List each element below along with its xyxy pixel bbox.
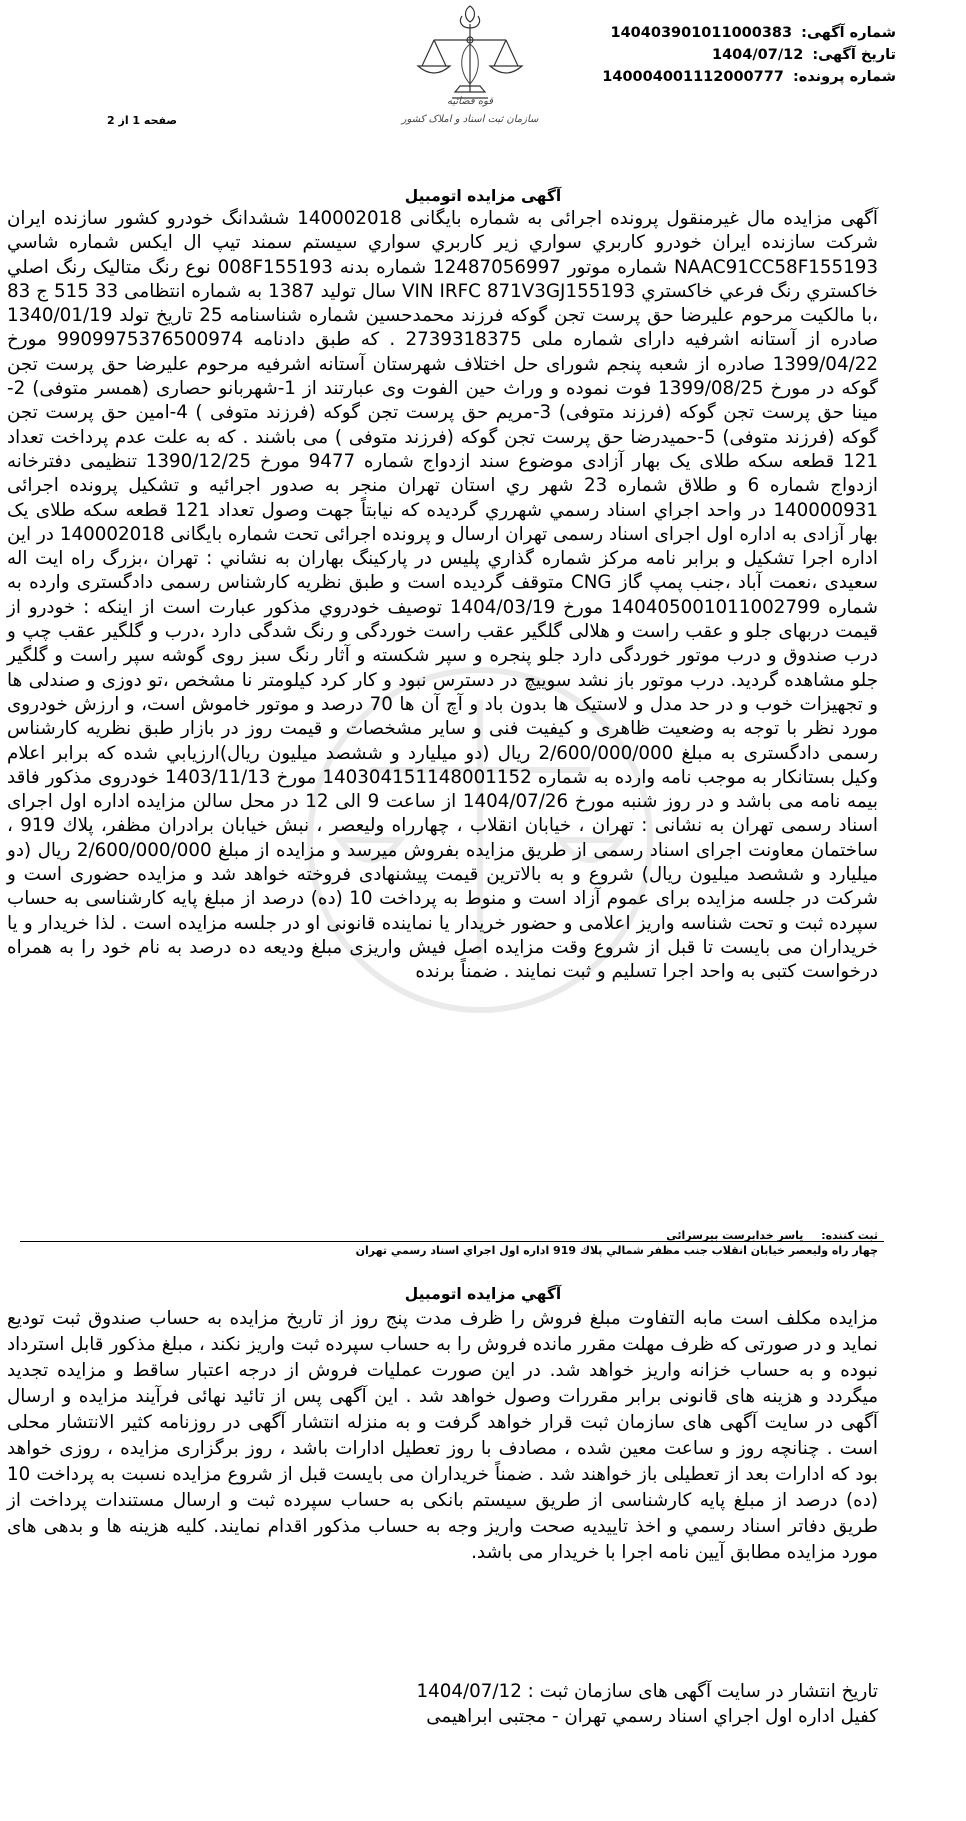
file-number: 140004001112000777: [602, 69, 784, 85]
registrar-label: ثبت كننده:: [821, 1229, 878, 1242]
ad-number: 140403901011000383: [610, 25, 793, 41]
divider-line: [20, 1241, 884, 1242]
registrar-name: ياسر خدابرست بيرسرائي: [666, 1229, 804, 1242]
section1-title: آگهی مزایده اتومبیل: [404, 187, 562, 205]
ad-number-label: شماره آگهی:: [801, 25, 896, 41]
scales-of-justice-icon: [400, 0, 540, 160]
file-number-label: شماره پرونده:: [792, 69, 896, 85]
emblem-caption-bottom: سازمان ثبت اسناد و املاک کشور: [401, 114, 539, 125]
ad-number-row: [596, 22, 896, 44]
emblem-caption-top: قوه قضائیه: [446, 96, 494, 107]
page-indicator: صفحه 1 از 2: [107, 114, 178, 127]
ad-date-row: [596, 44, 896, 66]
publication-date: 1404/07/12: [416, 1681, 522, 1702]
judiciary-emblem: [400, 0, 540, 160]
ad-date: 1404/07/12: [712, 47, 804, 63]
section2-body: مزایده مکلف است مابه التفاوت مبلغ فروش را ظرف مدت پنج روز از تاریخ مزایده به حساب صندوق ثبت تودیع نماید و در صورتی که ظرف مهلت مقرر مانده فروش را به حساب سپرده ثبت واریز نکند ، مبلغ مذکور قابل استرداد نبوده و به حساب خزانه واریز خواهد شد. در این صورت عملیات فروش از درجه اعتبار ساقط و مزایده تجدید میگردد و هزینه های قانونی برابر مقررات وصول خواهد شد . این آگهی پس از تائید نهائی فرآیند مزایده و ارسال آگهی در سایت آگهی های سازمان ثبت قرار خواهد گرفت و به منزله انتشار آگهی در روزنامه کثیر الانتشار محلی است . چنانچه روز و ساعت معین شده ، مصادف با روز تعطیل ادارات باشد ، روز برگزاری مزایده ، روزی خواهد بود که ادارات بعد از تعطیلی باز خواهند شد . ضمناً خریداران می بایست قبل از شروع مزایده نسبت به پرداخت 10 (ده) درصد از مبلغ پایه کارشناسی از طریق سیستم بانکی به حساب سپرده ثبت و ارسال مستندات پرداخت از طریق دفاتر اسناد رسمي و اخذ تاييديه صحت واريز وجه به حساب مذكور اقدام نمايند. کلیه هزینه ها و بدهی های مورد مزایده مطابق آیین نامه اجرا با خریدار می باشد.: [7, 1308, 878, 1563]
ad-metadata: [596, 22, 896, 88]
office-address: چهار راه وليعصر خيابان انقلاب جنب مظفر شمالي پلاك 919 اداره اول اجراي اسناد رسمي تهران: [355, 1244, 878, 1257]
ad-date-label: تاریخ آگهی:: [812, 47, 896, 63]
publication-date-label: تاریخ انتشار در سایت آگهی های سازمان ثبت :: [527, 1681, 878, 1702]
section1-body: آگهی مزایده مال غیرمنقول پرونده اجرائی به شماره بایگانی 140002018 ششدانگ خودرو کشور سازنده ايران شرکت سازنده ايران خودرو كاربري سواري زير كاربري سواري سیستم سمند تيپ ال ايكس شماره شاسي NAAC91CC58F155193 شماره موتور 12487056997 شماره بدنه 008F155193 نوع رنگ متاليک رنگ اصلي خاكستري رنگ فرعي خاكستري VIN IRFC 871V3GJ155193 سال تولید 1387 به شماره انتظامی 33 515 ج 83 ،با مالکیت مرحوم علیرضا حق پرست تجن گوکه فرزند محمدحسین شماره شناسنامه 25 تاریخ تولد 1340/01/19 صادره از آستانه اشرفیه دارای شماره ملی 2739318375 . که طبق دادنامه 9909975376500974 مورخ 1399/04/22 صادره از شعبه پنجم شورای حل اختلاف شهرستان آستانه اشرفیه مرحوم علیرضا حق پرست تجن گوکه در مورخ 1399/08/25 فوت نموده و وراث حین الفوت وی عبارتند از 1-شهربانو حصاری (همسر متوفی) 2-مینا حق پرست تجن گوکه (فرزند متوفی) 3-مریم حق پرست تجن گوکه (فرزند متوفی ) 4-امین حق پرست تجن گوکه (فرزند متوفی) 5-حمیدرضا حق پرست تجن گوکه (فرزند متوفی ) می باشند . که به علت عدم پرداخت تعداد 121 قطعه سکه طلای یک بهار آزادی موضوع سند ازدواج شماره 9477 مورخ 1390/12/25 تنظیمی دفترخانه ازدواج شماره 6 و طلاق شماره 23 شهر ري استان تهران منجر به صدور اجرائیه و تشکیل پرونده اجرائی 140000931 در واحد اجراي اسناد رسمي شهرري گرديده که نيابتاً جهت وصول تعداد 121 قطعه سکه طلای یک بهار آزادی به اداره اول اجرای اسناد رسمی تهران ارسال و پرونده اجرائی تحت شماره بایگانی 140002018 در این اداره اجرا تشکیل و برابر نامه مرکز شماره گذاري پليس در پارکینگ بهاران به نشاني : تهران ،بزرگ راه ایت اله سعیدی ،نعمت آباد ،جنب پمپ گاز CNG متوقف گرديده است و طبق نظريه كارشناس رسمی دادگستری وارده به شماره 140405001011002799 مورخ 1404/03/19 توصيف خودروي مذكور عبارت است از اینکه : خودرو از قیمت دربهای جلو و عقب راست و هلالی گلگیر عقب راست خوردگی و رنگ شدگی دارد ،درب و گلگیر عقب چپ و درب صندوق و درب موتور خوردگی دارد جلو پنجره و سپر شکسته و آثار رنگ سبز روی گوشه سپر راست و گلگیر جلو مشاهده گردید. درب موتور باز نشد سوییچ در دسترس نبود و کار کرد کیلومتر نا مشخص ،تو دوزی و صندلی ها و تجهیزات خوب و در حد مدل و لاستیک ها بدون باد و آچ آن ها 70 درصد و موتور خاموش است، و ارزش خودروی مورد نظر با توجه به وضعیت ظاهری و کیفیت فنی و سایر مشخصات و قیمت روز در بازار طبق نظريه كارشناس رسمی دادگستری به مبلغ 2/600/000/000 ريال (دو میلیارد و ششصد میلیون ريال)ارزيابي شده كه برابر اعلام وكيل بستانكار به موجب نامه وارده به شماره 14030415114800115​2 مورخ 1403/11/13 خودروی مذکور فاقد بیمه نامه می باشد و در روز شنبه مورخ 1404/07/26 از ساعت 9 الی 12 در محل سالن مزايده اداره اول اجرای اسناد رسمی تهران به نشانی : تهران ، خيابان انقلاب ، چهارراه وليعصر ، نبش خيابان برادران مظفر، پلاك 919 ، ساختمان معاونت اجرای اسناد رسمی از طريق مزايده بفروش ميرسد و مزايده از مبلغ 2/600/000/000 ريال (دو میلیارد و ششصد میلیون ريال) شروع و به بالاترين قيمت پيشنهادی فروخته خواهد شد و مزايده حضوری است و شرکت در جلسه مزایده برای عموم آزاد است و منوط به پرداخت 10 (ده) درصد از مبلغ پایه کارشناسی به حساب سپرده ثبت و تحت شناسه واریز اعلامی و حضور خریدار یا نماینده قانونی او در جلسه مزایده است . لذا خریدار و یا خریداران می بایست تا قبل از شروع وقت مزایده اصل فیش واریزی مبلغ ودیعه ده درصد به نام خود را به همراه درخواست کتبی به واحد اجرا تسلیم و ثبت نمایند . ضمناً برنده: [7, 208, 879, 983]
signature-line: كفيل اداره اول اجراي اسناد رسمي تهران - مجتبی ابراهیمی: [426, 1706, 878, 1727]
section2-title: آگهي مزايده اتومبيل: [404, 1285, 562, 1303]
file-number-row: [596, 66, 896, 88]
publication-date-line: [7, 1680, 878, 1704]
